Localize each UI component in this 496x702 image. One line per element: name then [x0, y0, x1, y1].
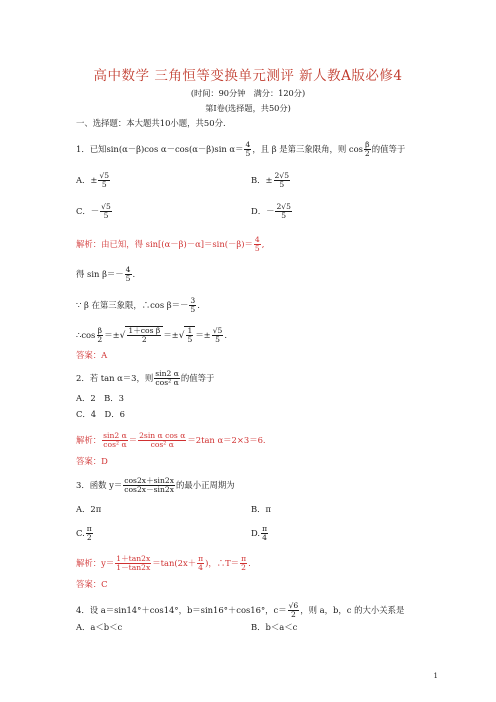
- question-2-answer: 答案：D: [76, 456, 108, 466]
- question-1-solution-line-1: 解析：由已知，得 sin[(α－β)－α]＝sin(－β)＝ $\frac{4}{5}$ ,: [76, 235, 265, 253]
- question-2-options-ab: A．2 B．3: [76, 393, 124, 403]
- question-3-option-a: A．2π: [76, 504, 102, 514]
- question-2-stem: 2．若 tan α＝3，则 $\frac{\sin 2 \alpha}{\text{cos² α}}$ 的值等于: [76, 369, 215, 387]
- question-3-option-c: C. $\frac{\pi}{2}$: [76, 524, 92, 542]
- question-1-solution-line-2: 得 sin β＝－ $\frac{4}{5}$ .: [76, 265, 136, 283]
- question-4-option-a: A．a＜b＜c: [76, 622, 123, 632]
- fraction: $\frac{4}{5}$: [245, 140, 251, 158]
- question-2-solution: 解析： $\frac{\sin 2 \alpha}{\text{cos² α}}$ ＝ $\frac{\text{2sin α cos α}}{\text{cos² α}}$ ＝2tan α＝2×3＝6.: [76, 431, 266, 449]
- section-heading: 第Ⅰ卷(选择题，共50分): [205, 103, 291, 113]
- question-4-stem: 4．设 a＝sin14°＋cos14°，b＝sin16°＋cos16°，c＝ $\frac{√6}{2}$ ，则 a，b，c 的大小关系是: [76, 601, 405, 619]
- question-1-option-b: B．± $\frac{2√5}{5}$: [251, 171, 290, 189]
- question-1-stem: 1．已知sin(α－β)cos α－cos(α－β)sin α＝ $\frac{4}{5}$ ，且 β 是第三象限角，则 cos $\frac{\beta}{2}$ 的值等于: [76, 140, 406, 158]
- question-1-option-c: C．－ $\frac{√5}{5}$: [76, 202, 111, 220]
- question-3-stem: 3．函数 y＝ $\frac{\cos 2x+\sin 2x}{\cos 2x-\sin 2x}$ 的最小正周期为: [76, 476, 235, 494]
- question-3-option-d: D. $\frac{\pi}{4}$: [251, 524, 268, 542]
- part-heading: 一、选择题：本大题共10小题，共50分.: [76, 118, 226, 128]
- question-3-option-b: B．π: [251, 504, 272, 514]
- question-1-solution-line-3: ∵ β 在第三象限，∴cos β＝－ $\frac{3}{5}$ .: [76, 296, 200, 314]
- question-1-solution-line-4: ∴cos $\frac{\beta}{2}$ ＝±√ $\frac{\text{1＋cos β}}{2}$ ＝±√ $\frac{1}{5}$ ＝± $\frac{√5}{5}$ .: [76, 326, 228, 344]
- question-2-options-cd: C．4 D．6: [76, 409, 125, 419]
- question-1-option-a: A．± $\frac{√5}{5}$: [76, 171, 110, 189]
- document-title: 高中数学 三角恒等变换单元测评 新人教A版必修4: [93, 68, 403, 84]
- exam-meta: (时间：90分钟 满分：120分): [190, 88, 306, 98]
- fraction: $\frac{\beta}{2}$: [364, 140, 370, 158]
- question-1-answer: 答案：A: [76, 350, 108, 360]
- page-number: 1: [433, 672, 438, 680]
- question-4-option-b: B．b＜a＜c: [251, 622, 298, 632]
- question-1-option-d: D．－ $\frac{2√5}{5}$: [251, 202, 291, 220]
- question-3-answer: 答案：C: [76, 579, 108, 589]
- question-3-solution: 解析：y＝ $\frac{1+\tan 2x}{1-\tan 2x}$ ＝tan(2x＋ $\frac{\pi}{4}$ )，∴T＝ $\frac{\pi}{2}$ .: [76, 554, 251, 572]
